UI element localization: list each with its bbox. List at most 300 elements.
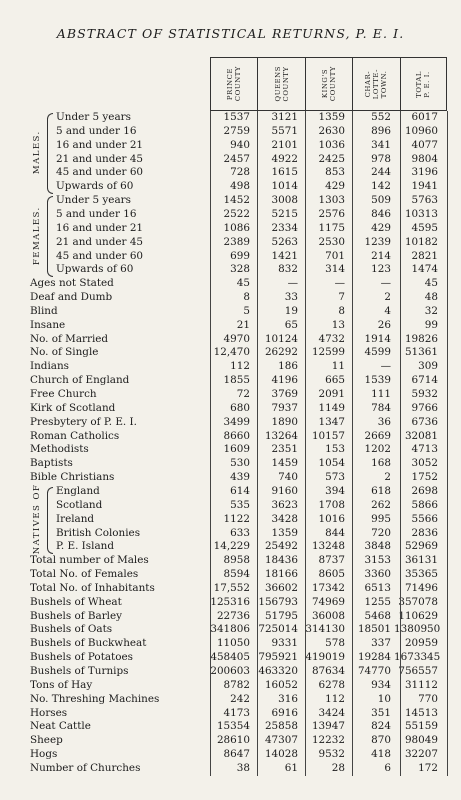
row-label: Under 5 years bbox=[56, 111, 131, 123]
group-label-males: MALES. bbox=[32, 130, 42, 175]
table-row bbox=[0, 236, 461, 249]
table-cell: 740 bbox=[278, 471, 298, 484]
table-cell: 6 bbox=[384, 761, 391, 774]
column-header bbox=[400, 58, 447, 110]
table-row bbox=[0, 319, 461, 332]
table-cell: 21 bbox=[236, 318, 250, 331]
table-cell: 9331 bbox=[271, 637, 298, 650]
table-row bbox=[0, 139, 461, 152]
column-header bbox=[257, 58, 304, 110]
table-cell: 125316 bbox=[210, 595, 250, 608]
table-cell: 1459 bbox=[271, 457, 298, 470]
table-cell: — bbox=[380, 360, 391, 373]
table-cell: 940 bbox=[230, 138, 250, 151]
table-row bbox=[0, 374, 461, 387]
table-row bbox=[0, 305, 461, 318]
table-row bbox=[0, 180, 461, 193]
row-label: Bushels of Turnips bbox=[30, 665, 129, 677]
table-cell: 1122 bbox=[223, 512, 250, 525]
table-row bbox=[0, 111, 461, 124]
table-row bbox=[0, 540, 461, 553]
table-cell: 314 bbox=[325, 263, 345, 276]
table-cell: 13248 bbox=[311, 540, 345, 553]
table-cell: 8782 bbox=[223, 678, 250, 691]
table-cell: 5566 bbox=[411, 512, 438, 525]
table-cell: 28 bbox=[331, 761, 345, 774]
table-cell: 665 bbox=[325, 374, 345, 387]
table-cell: 12232 bbox=[311, 734, 345, 747]
table-cell: 341 bbox=[371, 138, 391, 151]
table-cell: 17,552 bbox=[213, 581, 250, 594]
row-label: Horses bbox=[30, 706, 68, 719]
row-label: No. Threshing Machines bbox=[30, 692, 160, 705]
table-cell: 795921 bbox=[258, 651, 298, 664]
table-cell: 1016 bbox=[318, 512, 345, 525]
table-row bbox=[0, 125, 461, 138]
table-cell: 328 bbox=[230, 263, 250, 276]
table-cell: 48 bbox=[424, 291, 438, 304]
row-label: 5 and under 16 bbox=[56, 124, 137, 137]
table-cell: 28610 bbox=[216, 734, 250, 747]
table-cell: 439 bbox=[230, 471, 250, 484]
table-cell: 52969 bbox=[404, 540, 438, 553]
row-label: Total No. of Females bbox=[30, 568, 139, 581]
table-cell: 47307 bbox=[264, 734, 298, 747]
table-cell: 8647 bbox=[223, 748, 250, 761]
row-label: Blind bbox=[30, 304, 58, 317]
table-cell: 6916 bbox=[271, 706, 298, 719]
column-header-row bbox=[210, 57, 447, 111]
row-label: Ireland bbox=[56, 512, 95, 525]
table-row bbox=[0, 527, 461, 540]
table-cell: 680 bbox=[230, 401, 250, 414]
table-cell: 1914 bbox=[364, 332, 391, 345]
table-cell: 3848 bbox=[364, 540, 391, 553]
table-cell: 1855 bbox=[223, 374, 250, 387]
table-cell: 200603 bbox=[210, 665, 250, 677]
row-label: Bushels of Potatoes bbox=[30, 651, 133, 664]
table-row bbox=[0, 194, 461, 207]
table-cell: 74770 bbox=[357, 665, 391, 677]
column-rule bbox=[352, 111, 353, 776]
table-cell: 3196 bbox=[411, 166, 438, 179]
table-cell: 5263 bbox=[271, 235, 298, 248]
table-cell: 45 bbox=[424, 277, 438, 290]
table-cell: 14,229 bbox=[213, 540, 250, 553]
table-cell: 19284 bbox=[357, 651, 391, 664]
table-cell: 13264 bbox=[264, 429, 298, 442]
table-cell: 1054 bbox=[318, 457, 345, 470]
table-row bbox=[0, 637, 461, 650]
row-label: 16 and under 21 bbox=[56, 221, 144, 234]
table-cell: 2389 bbox=[223, 235, 250, 248]
table-cell: 316 bbox=[278, 692, 298, 705]
table-cell: 19 bbox=[284, 304, 298, 317]
table-cell: 614 bbox=[230, 484, 250, 497]
column-rule bbox=[305, 111, 306, 776]
table-row bbox=[0, 443, 461, 456]
row-label: Total number of Males bbox=[30, 554, 149, 567]
table-cell: 2759 bbox=[223, 124, 250, 137]
table-cell: 853 bbox=[325, 166, 345, 179]
table-cell: 9804 bbox=[411, 152, 438, 165]
row-label: No. of Single bbox=[30, 346, 99, 359]
table-cell: 3121 bbox=[271, 111, 298, 123]
table-cell: 429 bbox=[371, 221, 391, 234]
table-cell: 995 bbox=[371, 512, 391, 525]
table-cell: 111 bbox=[371, 388, 391, 400]
table-cell: 214 bbox=[371, 249, 391, 262]
table-cell: 5763 bbox=[411, 194, 438, 207]
page-title: ABSTRACT OF STATISTICAL RETURNS, P. E. I. bbox=[56, 26, 405, 41]
table-cell: 394 bbox=[325, 484, 345, 497]
table-cell: 6714 bbox=[411, 374, 438, 387]
table-cell: 11 bbox=[331, 360, 345, 373]
row-label: Total No. of Inhabitants bbox=[30, 581, 155, 594]
table-cell: 51795 bbox=[264, 609, 298, 622]
table-cell: 38 bbox=[236, 761, 250, 774]
table-cell: 1380950 bbox=[394, 623, 441, 636]
table-cell: 357078 bbox=[398, 595, 438, 608]
table-cell: 896 bbox=[371, 124, 391, 137]
table-cell: 720 bbox=[371, 526, 391, 539]
column-header-label: KING'S COUNTY bbox=[320, 66, 337, 102]
table-row bbox=[0, 360, 461, 373]
table-cell: 15354 bbox=[216, 720, 250, 733]
table-cell: — bbox=[287, 277, 298, 290]
table-row bbox=[0, 720, 461, 733]
table-cell: 3499 bbox=[223, 415, 250, 428]
row-label: Baptists bbox=[30, 457, 73, 470]
table-row bbox=[0, 291, 461, 304]
table-cell: 99 bbox=[424, 318, 438, 331]
table-row bbox=[0, 665, 461, 678]
table-cell: 87634 bbox=[311, 665, 345, 677]
column-header-label: TOTAL P. E. I. bbox=[415, 70, 432, 98]
table-cell: 123 bbox=[371, 263, 391, 276]
table-cell: 1175 bbox=[318, 221, 345, 234]
table-row bbox=[0, 748, 461, 761]
table-cell: 1752 bbox=[411, 471, 438, 484]
table-cell: 3153 bbox=[364, 554, 391, 567]
row-label: Roman Catholics bbox=[30, 429, 120, 442]
table-cell: 5215 bbox=[271, 207, 298, 220]
table-cell: 824 bbox=[371, 720, 391, 733]
table-row bbox=[0, 457, 461, 470]
table-cell: 98049 bbox=[404, 734, 438, 747]
table-row bbox=[0, 499, 461, 512]
row-label: Upwards of 60 bbox=[56, 180, 134, 193]
table-cell: 2334 bbox=[271, 221, 298, 234]
table-cell: 701 bbox=[325, 249, 345, 262]
table-cell: 17342 bbox=[311, 581, 345, 594]
table-cell: 633 bbox=[230, 526, 250, 539]
table-cell: 4970 bbox=[223, 332, 250, 345]
table-row bbox=[0, 679, 461, 692]
table-row bbox=[0, 485, 461, 498]
table-cell: 3052 bbox=[411, 457, 438, 470]
table-cell: 112 bbox=[325, 692, 345, 705]
table-row bbox=[0, 582, 461, 595]
table-row bbox=[0, 277, 461, 290]
table-cell: 45 bbox=[236, 277, 250, 290]
row-label: Under 5 years bbox=[56, 194, 131, 207]
table-row bbox=[0, 263, 461, 276]
row-label: Hogs bbox=[30, 748, 58, 761]
table-cell: 418 bbox=[371, 748, 391, 761]
table-cell: 244 bbox=[371, 166, 391, 179]
table-cell: 8594 bbox=[223, 568, 250, 581]
table-cell: 10313 bbox=[404, 207, 438, 220]
table-cell: 870 bbox=[371, 734, 391, 747]
row-label: Bushels of Barley bbox=[30, 609, 123, 622]
table-row bbox=[0, 208, 461, 221]
table-cell: 262 bbox=[371, 498, 391, 511]
table-cell: 4196 bbox=[271, 374, 298, 387]
group-label-females: FEMALES. bbox=[32, 206, 42, 266]
table-cell: 36131 bbox=[404, 554, 438, 567]
table-cell: 725014 bbox=[258, 623, 298, 636]
row-label: England bbox=[56, 484, 100, 497]
table-cell: 6513 bbox=[364, 581, 391, 594]
table-cell: 1255 bbox=[364, 595, 391, 608]
table-cell: 832 bbox=[278, 263, 298, 276]
table-cell: 3424 bbox=[318, 706, 345, 719]
table-cell: 9160 bbox=[271, 484, 298, 497]
table-cell: 13 bbox=[331, 318, 345, 331]
table-cell: 1086 bbox=[223, 221, 250, 234]
table-row bbox=[0, 346, 461, 359]
table-cell: 458405 bbox=[210, 651, 250, 664]
table-cell: 2 bbox=[384, 291, 391, 304]
table-cell: 337 bbox=[371, 637, 391, 650]
table-cell: 4 bbox=[384, 304, 391, 317]
table-cell: 31112 bbox=[404, 678, 438, 691]
table-cell: 2 bbox=[384, 471, 391, 484]
row-label: 21 and under 45 bbox=[56, 152, 144, 165]
row-label: Indians bbox=[30, 360, 69, 373]
table-cell: 2576 bbox=[318, 207, 345, 220]
table-cell: 156793 bbox=[258, 595, 298, 608]
table-row bbox=[0, 707, 461, 720]
table-cell: 168 bbox=[371, 457, 391, 470]
table-cell: 2101 bbox=[271, 138, 298, 151]
table-cell: 1890 bbox=[271, 415, 298, 428]
table-cell: 5468 bbox=[364, 609, 391, 622]
table-cell: 1347 bbox=[318, 415, 345, 428]
table-cell: 72 bbox=[236, 388, 250, 400]
table-cell: 186 bbox=[278, 360, 298, 373]
table-cell: 10182 bbox=[404, 235, 438, 248]
table-cell: 35365 bbox=[404, 568, 438, 581]
table-cell: 5571 bbox=[271, 124, 298, 137]
table-cell: 10124 bbox=[264, 332, 298, 345]
table-cell: 32207 bbox=[404, 748, 438, 761]
column-rule bbox=[210, 111, 211, 776]
table-cell: 8605 bbox=[318, 568, 345, 581]
table-row bbox=[0, 222, 461, 235]
table-cell: 32 bbox=[424, 304, 438, 317]
table-cell: 13947 bbox=[311, 720, 345, 733]
table-row bbox=[0, 610, 461, 623]
table-cell: 1941 bbox=[411, 180, 438, 193]
table-cell: 770 bbox=[418, 692, 438, 705]
table-cell: 71496 bbox=[404, 581, 438, 594]
table-cell: — bbox=[334, 277, 345, 290]
table-cell: — bbox=[380, 277, 391, 290]
table-cell: 2669 bbox=[364, 429, 391, 442]
table-cell: 429 bbox=[325, 180, 345, 193]
table-cell: 36602 bbox=[264, 581, 298, 594]
table-cell: 8737 bbox=[318, 554, 345, 567]
table-row bbox=[0, 416, 461, 429]
row-label: Presbytery of P. E. I. bbox=[30, 415, 137, 428]
table-cell: 2630 bbox=[318, 124, 345, 137]
table-cell: 844 bbox=[325, 526, 345, 539]
table-cell: 3008 bbox=[271, 194, 298, 207]
table-cell: 578 bbox=[325, 637, 345, 650]
row-label: Upwards of 60 bbox=[56, 263, 134, 276]
table-cell: 1537 bbox=[223, 111, 250, 123]
table-cell: 1673345 bbox=[394, 651, 441, 664]
table-row bbox=[0, 554, 461, 567]
table-cell: 4922 bbox=[271, 152, 298, 165]
table-row bbox=[0, 333, 461, 346]
table-cell: 573 bbox=[325, 471, 345, 484]
table-cell: 2530 bbox=[318, 235, 345, 248]
group-label-natives: NATIVES OF bbox=[32, 483, 42, 555]
table-cell: 4732 bbox=[318, 332, 345, 345]
table-cell: 756557 bbox=[398, 665, 438, 677]
table-row bbox=[0, 402, 461, 415]
table-cell: 14513 bbox=[404, 706, 438, 719]
table-cell: 26 bbox=[377, 318, 391, 331]
table-row bbox=[0, 388, 461, 401]
table-cell: 552 bbox=[371, 111, 391, 123]
table-cell: 10960 bbox=[404, 124, 438, 137]
row-label: Methodists bbox=[30, 443, 89, 456]
table-cell: 4173 bbox=[223, 706, 250, 719]
table-row bbox=[0, 568, 461, 581]
table-row bbox=[0, 513, 461, 526]
table-cell: 1359 bbox=[271, 526, 298, 539]
table-cell: 2351 bbox=[271, 443, 298, 456]
table-cell: 61 bbox=[284, 761, 298, 774]
table-cell: 16052 bbox=[264, 678, 298, 691]
table-cell: 22736 bbox=[216, 609, 250, 622]
table-cell: 172 bbox=[418, 761, 438, 774]
table-cell: 74969 bbox=[311, 595, 345, 608]
table-cell: 4713 bbox=[411, 443, 438, 456]
row-label: P. E. Island bbox=[56, 540, 114, 553]
table-cell: 8958 bbox=[223, 554, 250, 567]
table-cell: 6736 bbox=[411, 415, 438, 428]
table-cell: 9532 bbox=[318, 748, 345, 761]
table-cell: 6278 bbox=[318, 678, 345, 691]
table-cell: 25492 bbox=[264, 540, 298, 553]
row-label: Deaf and Dumb bbox=[30, 291, 113, 304]
row-label: Sheep bbox=[30, 734, 63, 747]
table-cell: 242 bbox=[230, 692, 250, 705]
row-label: Tons of Hay bbox=[30, 678, 93, 691]
table-cell: 1036 bbox=[318, 138, 345, 151]
table-cell: 33 bbox=[284, 291, 298, 304]
row-label: 21 and under 45 bbox=[56, 235, 144, 248]
table-cell: 509 bbox=[371, 194, 391, 207]
row-label: Bushels of Wheat bbox=[30, 595, 122, 608]
group-bracket bbox=[47, 113, 53, 194]
table-cell: 498 bbox=[230, 180, 250, 193]
table-row bbox=[0, 651, 461, 664]
row-label: 16 and under 21 bbox=[56, 138, 144, 151]
table-cell: 5932 bbox=[411, 388, 438, 400]
table-cell: 5 bbox=[243, 304, 250, 317]
table-cell: 3428 bbox=[271, 512, 298, 525]
table-cell: 25858 bbox=[264, 720, 298, 733]
table-cell: 8 bbox=[243, 291, 250, 304]
table-cell: 7937 bbox=[271, 401, 298, 414]
table-cell: 351 bbox=[371, 706, 391, 719]
table-cell: 463320 bbox=[258, 665, 298, 677]
table-cell: 110629 bbox=[398, 609, 438, 622]
group-bracket bbox=[47, 487, 53, 554]
table-cell: 1202 bbox=[364, 443, 391, 456]
row-label: No. of Married bbox=[30, 332, 109, 345]
table-row bbox=[0, 623, 461, 636]
column-header-label: CHAR- LOTTE- TOWN. bbox=[364, 68, 389, 100]
table-cell: 8 bbox=[338, 304, 345, 317]
table-cell: 12599 bbox=[311, 346, 345, 359]
table-cell: 1615 bbox=[271, 166, 298, 179]
table-cell: 1539 bbox=[364, 374, 391, 387]
table-cell: 618 bbox=[371, 484, 391, 497]
row-label: Ages not Stated bbox=[30, 277, 114, 290]
table-cell: 341806 bbox=[210, 623, 250, 636]
table-cell: 36008 bbox=[311, 609, 345, 622]
table-row bbox=[0, 596, 461, 609]
table-cell: 112 bbox=[230, 360, 250, 373]
table-row bbox=[0, 734, 461, 747]
row-label: 45 and under 60 bbox=[56, 249, 144, 262]
table-cell: 2821 bbox=[411, 249, 438, 262]
row-label: Scotland bbox=[56, 498, 103, 511]
table-cell: 3623 bbox=[271, 498, 298, 511]
table-cell: 1303 bbox=[318, 194, 345, 207]
table-cell: 18166 bbox=[264, 568, 298, 581]
column-header bbox=[210, 58, 257, 110]
row-label: Bushels of Oats bbox=[30, 623, 113, 636]
table-cell: 10157 bbox=[311, 429, 345, 442]
column-header-label: QUEENS COUNTY bbox=[273, 66, 290, 102]
table-cell: 728 bbox=[230, 166, 250, 179]
table-cell: 4077 bbox=[411, 138, 438, 151]
table-cell: 530 bbox=[230, 457, 250, 470]
table-cell: 1359 bbox=[318, 111, 345, 123]
table-cell: 784 bbox=[371, 401, 391, 414]
table-cell: 1452 bbox=[223, 194, 250, 207]
table-cell: 1609 bbox=[223, 443, 250, 456]
table-row bbox=[0, 471, 461, 484]
table-cell: 1149 bbox=[318, 401, 345, 414]
row-label: 5 and under 16 bbox=[56, 207, 137, 220]
row-label: 45 and under 60 bbox=[56, 166, 144, 179]
table-cell: 309 bbox=[418, 360, 438, 373]
column-header bbox=[352, 58, 399, 110]
column-rule bbox=[400, 111, 401, 776]
table-cell: 65 bbox=[284, 318, 298, 331]
table-cell: 55159 bbox=[404, 720, 438, 733]
table-cell: 9766 bbox=[411, 401, 438, 414]
